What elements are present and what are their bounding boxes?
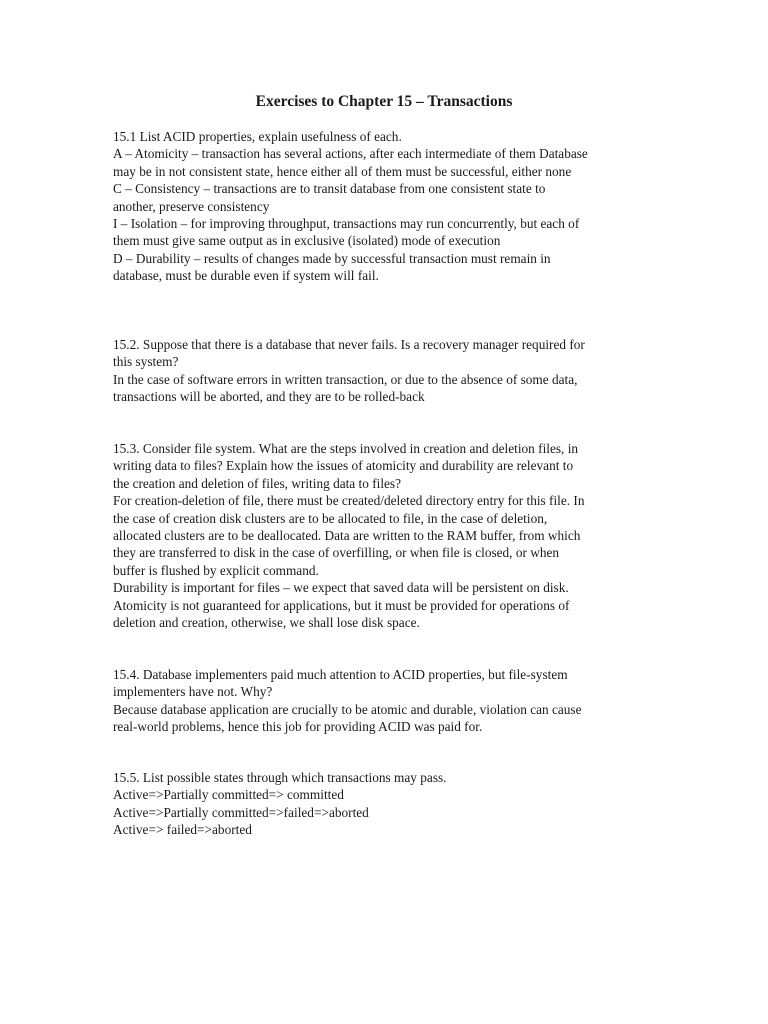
document-title: Exercises to Chapter 15 – Transactions (255, 93, 513, 110)
text-line: Active=> failed=>aborted (113, 822, 252, 838)
text-line: real-world problems, hence this job for providing ACID was paid for. (113, 719, 483, 735)
text-line: A – Atomicity – transaction has several actions, after each intermediate of them Database (113, 146, 588, 162)
text-line: Active=>Partially committed=> committed (113, 787, 344, 803)
text-line: database, must be durable even if system will fail. (113, 268, 379, 284)
text-line: Durability is important for files – we expect that saved data will be persistent on disk. (113, 580, 569, 596)
text-line: the creation and deletion of files, writing data to files? (113, 475, 401, 491)
text-line: 15.5. List possible states through which transactions may pass. (113, 770, 447, 785)
text-line: Because database application are crucially to be atomic and durable, violation can cause (113, 701, 582, 717)
text-line: them must give same output as in exclusive (isolated) mode of execution (113, 233, 501, 249)
text-line: 15.2. Suppose that there is a database that never fails. Is a recovery manager required for (113, 337, 585, 352)
text-line: this system? (113, 354, 179, 370)
text-line: implementers have not. Why? (113, 684, 273, 700)
text-line: another, preserve consistency (113, 198, 270, 214)
text-line: allocated clusters are to be deallocated. Data are written to the RAM buffer, from which (113, 528, 581, 544)
text-line: Atomicity is not guaranteed for applications, but it must be provided for operations of (113, 597, 570, 613)
text-line: 15.3. Consider file system. What are the steps involved in creation and deletion files, in (113, 441, 579, 456)
text-line: Active=>Partially committed=>failed=>aborted (113, 804, 369, 820)
text-line: may be in not consistent state, hence either all of them must be successful, either none (113, 163, 572, 179)
text-line: the case of creation disk clusters are to be allocated to file, in the case of deletion, (113, 510, 548, 526)
text-line: transactions will be aborted, and they are to be rolled-back (113, 389, 425, 405)
text-line: buffer is flushed by explicit command. (113, 562, 319, 578)
text-line: For creation-deletion of file, there must be created/deleted directory entry for this file. In (113, 493, 585, 509)
exercise-15-2 (113, 336, 658, 406)
text-line: 15.1 List ACID properties, explain usefulness of each. (113, 129, 402, 144)
text-line: writing data to files? Explain how the issues of atomicity and durability are relevant to (113, 458, 574, 474)
exercise-15-3 (113, 440, 658, 631)
exercise-15-4 (113, 666, 658, 736)
text-line: 15.4. Database implementers paid much attention to ACID properties, but file-system (113, 667, 568, 682)
text-line: D – Durability – results of changes made by successful transaction must remain in (113, 250, 551, 266)
text-line: C – Consistency – transactions are to transit database from one consistent state to (113, 181, 546, 197)
text-line: deletion and creation, otherwise, we shall lose disk space. (113, 615, 420, 631)
exercise-15-1 (113, 128, 658, 285)
text-line: they are transferred to disk in the case of overfilling, or when file is closed, or when (113, 545, 560, 561)
text-line: In the case of software errors in written transaction, or due to the absence of some data, (113, 371, 578, 387)
exercise-15-5 (113, 769, 658, 839)
text-line: I – Isolation – for improving throughput, transactions may run concurrently, but each of (113, 216, 580, 232)
